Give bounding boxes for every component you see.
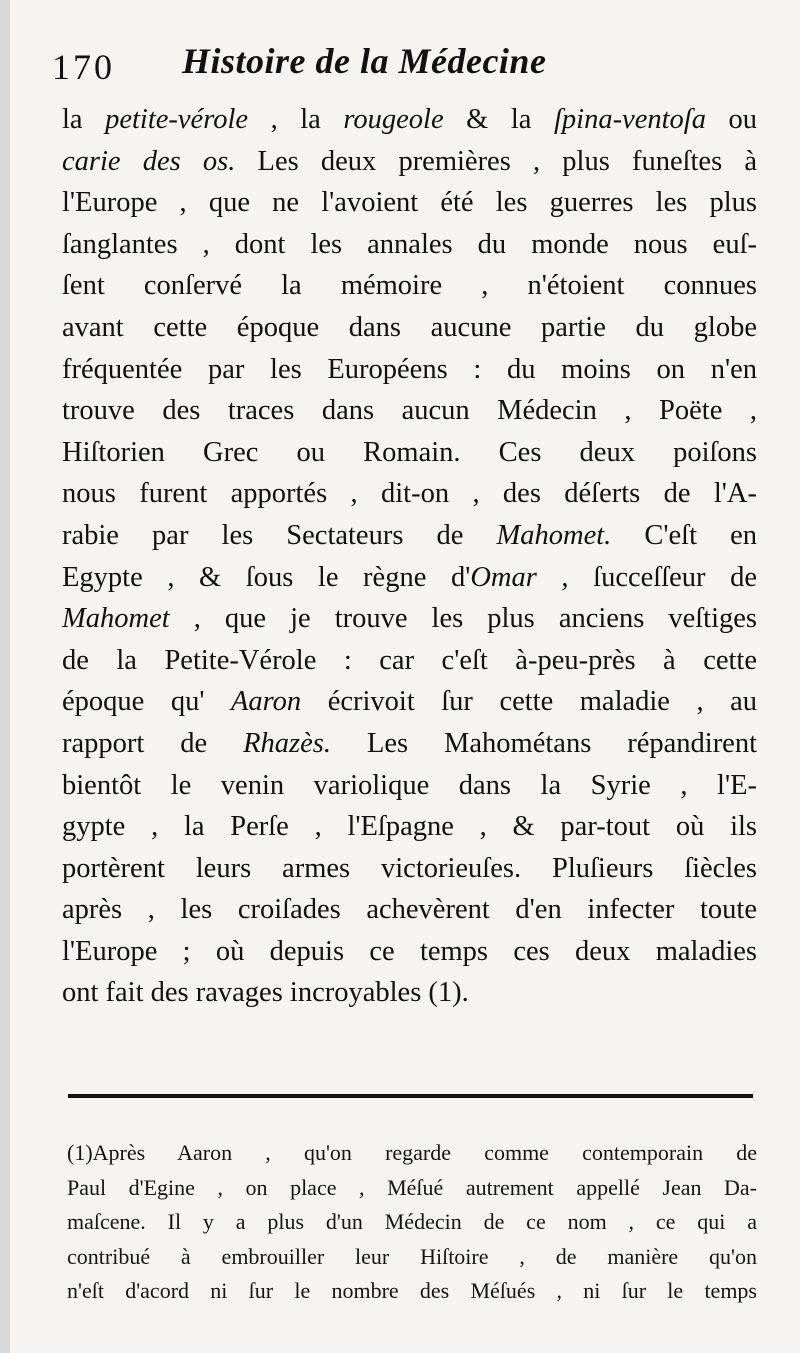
text-segment: écrivoit ſur cette maladie , au [301,686,758,718]
text-line [62,182,757,224]
text-segment: Les deux premières , plus funeſtes à [235,145,757,177]
text-segment: portèrent leurs armes victorieuſes. Pluſieurs ſiècles [62,852,757,884]
text-segment: nous furent apportés , dit-on , des déſerts de l'A- [62,478,757,510]
italic-text: Mahomet [62,603,170,635]
text-segment: fréquentée par les Européens : du moins on n'en [62,353,757,385]
text-segment: après , les croiſades achevèrent d'en infecter toute [62,894,757,926]
text-segment: ont fait des ravages incroyables (1). [62,977,469,1009]
text-line [62,640,757,682]
text-line [62,390,757,432]
italic-text: Omar [470,561,537,593]
text-line [62,307,757,349]
text-line [62,265,757,307]
text-segment: , que je trouve les plus anciens veſtiges [169,603,757,635]
footnote-line: Paul d'Egine , on place , Méſué autrement appellé Jean Da- [67,1174,757,1200]
text-segment: rabie par les Sectateurs de [62,519,497,551]
footnote-line: n'eſt d'acord ni ſur le nombre des Méſués , ni ſur le temps [67,1278,757,1303]
text-segment: ſanglantes , dont les annales du monde nous euſ- [62,228,757,260]
text-line [62,765,757,807]
footnote-line: contribué à embrouiller leur Hiſtoire , de manière qu'on [67,1243,757,1269]
text-line [62,931,757,973]
text-segment: Egypte , & ſous le règne d' [62,561,471,593]
text-segment: de la Petite-Vérole : car c'eſt à-peu-près à cette [62,644,757,676]
text-line [62,972,757,1014]
text-line [62,515,757,557]
text-line [62,806,757,848]
text-segment: rapport de [62,727,244,759]
footnote-line: maſcene. Il y a plus d'un Médecin de ce nom , ce qui a [67,1209,757,1234]
running-title: Histoire de la Médecine [182,41,547,81]
text-line [62,473,757,515]
book-page [10,0,800,1353]
text-line [62,681,757,723]
body-text [62,99,757,1014]
text-segment: époque qu' [62,686,231,718]
text-segment: Les Mahométans répandirent [331,727,758,759]
italic-text: Aaron [230,686,302,718]
text-segment: trouve des traces dans aucun Médecin , Poëte , [62,395,757,427]
text-line [62,141,757,183]
text-segment: , la [248,104,344,135]
footnote-rule [68,1094,753,1098]
page-number: 170 [52,47,115,87]
text-segment: avant cette époque dans aucune partie du globe [62,311,757,343]
text-segment: gypte , la Perſe , l'Eſpagne , & par-tout où ils [62,811,757,843]
text-line [62,99,757,141]
text-line [62,848,757,890]
footnote-line: (1)Après Aaron , qu'on regarde comme contemporain de [67,1140,757,1165]
text-line [62,598,757,640]
page-header [52,40,752,98]
footnote [67,1136,757,1309]
italic-text: petite-vérole [105,104,249,135]
text-segment: Hiſtorien Grec ou Romain. Ces deux poiſons [62,436,757,468]
italic-text: ſpina-ventoſa [553,104,706,135]
text-line [62,349,757,391]
italic-text: rougeole [343,104,444,135]
italic-text: carie des os. [62,145,236,177]
text-segment: la [62,104,106,135]
text-segment: ſent conſervé la mémoire , n'étoient connues [62,270,757,302]
text-line [62,723,757,765]
italic-text: Rhazès. [243,727,331,759]
text-line [62,224,757,266]
text-segment: l'Europe ; où depuis ce temps ces deux maladies [62,935,757,967]
text-segment: , ſucceſſeur de [536,561,757,593]
text-segment: & la [443,104,554,135]
italic-text: Mahomet. [496,519,612,551]
text-segment: ou [705,104,757,135]
text-line [62,557,757,599]
text-segment: bientôt le venin variolique dans la Syrie , l'E- [62,769,757,801]
text-line [62,889,757,931]
text-segment: C'eſt en [611,519,758,551]
text-segment: l'Europe , que ne l'avoient été les guerres les plus [62,187,757,219]
text-line [62,432,757,474]
